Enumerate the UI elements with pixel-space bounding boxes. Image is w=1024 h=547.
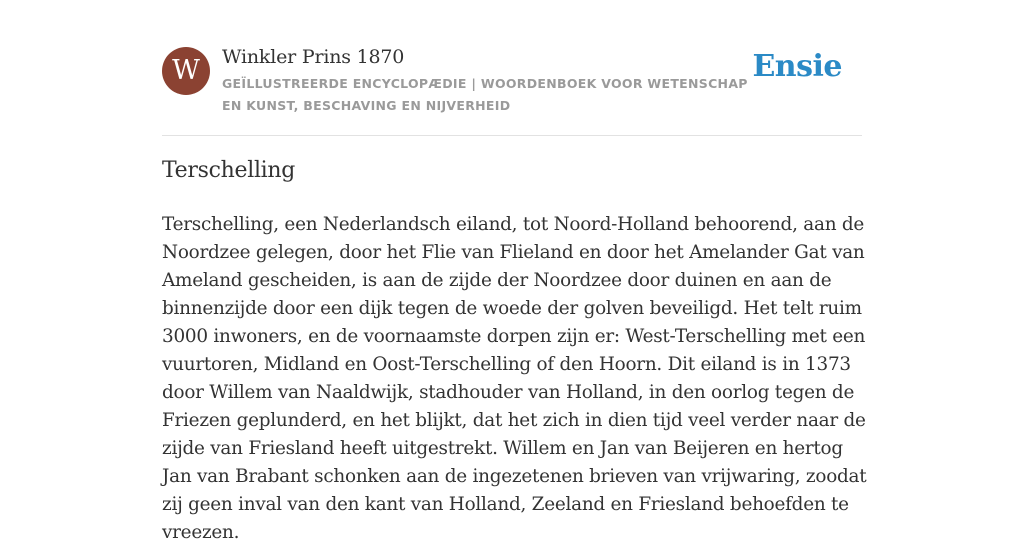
avatar[interactable]: W — [162, 47, 210, 95]
article-body: Terschelling, een Nederlandsch eiland, tot Noord-Holland behoorend, aan de Noordzee gelegen, door het Flie van Flieland en door het Amelander Gat van Ameland gescheiden, is aan de zijde der Noordzee door duinen en aan de binnenzijde door een dijk tegen de woede der golven beveiligd. Het telt ruim 3000 inwoners, en de voornaamste dorpen zijn er: West-Terschelling met een vuurtoren, Midland en Oost-Terschelling of den Hoorn. Dit eiland is in 1373 door Willem van Naaldwijk, stadhouder van Holland, in den oorlog tegen de Friezen geplunderd, en het blijkt, dat het zich in dien tijd veel verder naar de zijde van Friesland heeft uitgestrekt. Willem en Jan van Beijeren en hertog Jan van Brabant schonken aan de ingezetenen brieven van vrijwaring, zoodat zij geen inval van den kant van Holland, Zeeland en Friesland behoefden te vreezen. — [162, 214, 867, 543]
source-title[interactable]: Winkler Prins 1870 — [222, 46, 405, 68]
article-title: Terschelling — [162, 158, 296, 183]
ensie-logo[interactable]: Ensie — [752, 49, 842, 84]
source-subtitle: GEÏLLUSTREERDE ENCYCLOPÆDIE | WOORDENBOEK VOOR WETENSCHAP EN KUNST, BESCHAVING EN NIJVERHEID — [222, 76, 748, 113]
header-divider — [162, 135, 862, 136]
